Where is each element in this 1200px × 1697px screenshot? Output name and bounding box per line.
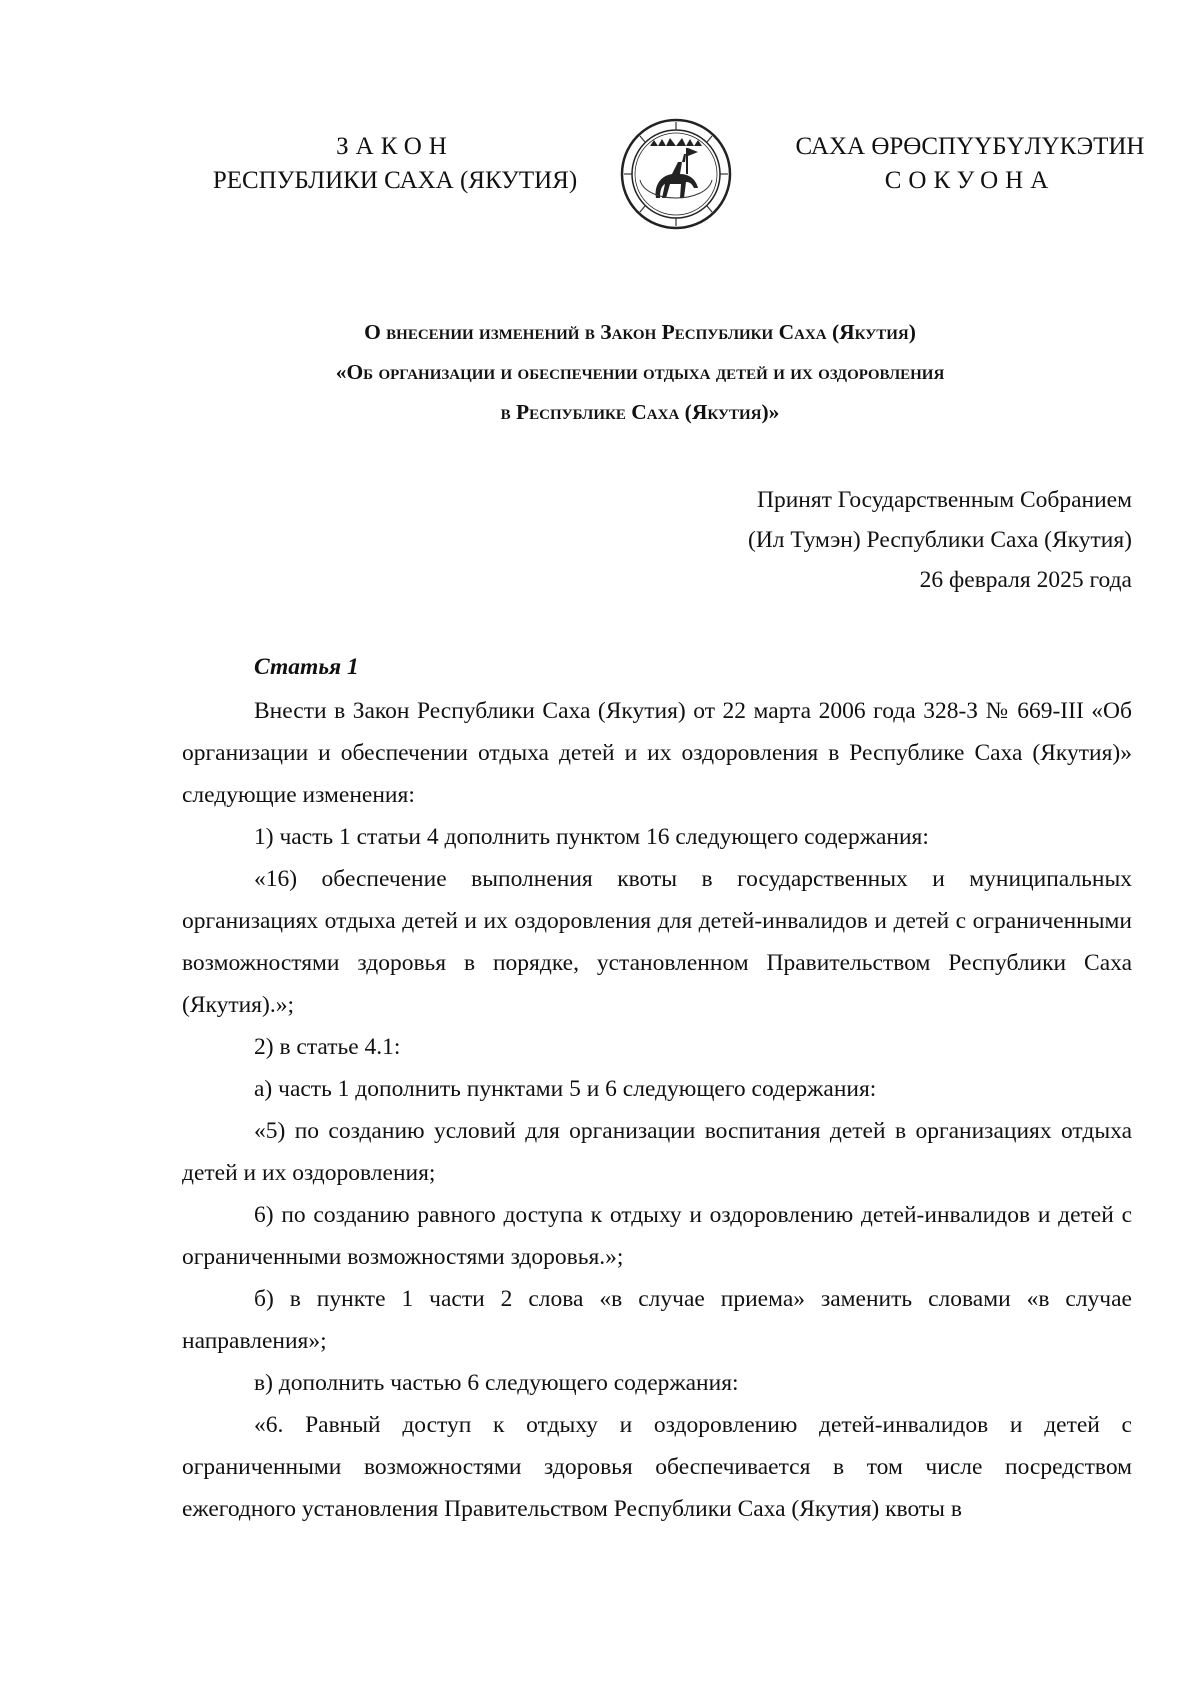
header-republic-label: РЕСПУБЛИКИ САХА (ЯКУТИЯ) [212, 167, 578, 194]
paragraph: а) часть 1 дополнить пунктами 5 и 6 следующего содержания: [254, 1076, 877, 1102]
paragraph: 2) в статье 4.1: [254, 1034, 401, 1060]
adoption-line-1: Принят Государственным Собранием [756, 487, 1132, 513]
title-line-1: О внесении изменений в Закон Республики Саха (Якутия) [364, 320, 916, 344]
paragraph: «5) по созданию условий для организации воспитания детей в организациях отдыха детей и их оздоровления; [182, 1118, 1132, 1186]
article-heading: Статья 1 [254, 654, 359, 680]
header-republic-label-sakha: САХА ӨРӨСПҮҮБҮЛҮКЭТИН [795, 133, 1145, 160]
title-line-3: в Республике Саха (Якутия)» [500, 400, 780, 424]
paragraph: 6) по созданию равного доступа к отдыху и оздоровлению детей-инвалидов и детей с ограниченными возможностями здоровья.»; [182, 1202, 1132, 1270]
paragraph: «6. Равный доступ к отдыху и оздоровлению детей-инвалидов и детей с ограниченными возможностями здоровья обеспечивается в том числе посредством ежегодного установления Правительством Республики Саха (Якутия) квоты в [182, 1412, 1132, 1522]
document-title [180, 312, 1100, 432]
paragraph: в) дополнить частью 6 следующего содержания: [254, 1370, 739, 1396]
header-left [200, 130, 590, 198]
header-law-label-sakha: СОКУОНА [884, 167, 1056, 194]
adoption-note [748, 480, 1132, 600]
header-law-label: ЗАКОН [336, 133, 454, 160]
adoption-line-2: (Ил Тумэн) Республики Саха (Якутия) [748, 527, 1132, 553]
paragraph: Внести в Закон Республики Саха (Якутия) от 22 марта 2006 года 328-З № 669-III «Об организации и обеспечении отдыха детей и их оздоровления в Республике Саха (Якутия)» следующие изменения: [182, 698, 1132, 808]
paragraph: б) в пункте 1 части 2 слова «в случае приема» заменить словами «в случае направления»; [182, 1286, 1132, 1354]
paragraph: 1) часть 1 статьи 4 дополнить пунктом 16 следующего содержания: [254, 824, 929, 850]
document-body [182, 646, 1132, 1530]
header-right [775, 130, 1165, 198]
paragraph: «16) обеспечение выполнения квоты в государственных и муниципальных организациях отдыха детей и их оздоровления для детей-инвалидов и детей с ограниченными возможностями здоровья в порядке, установленном Правительством Республики Саха (Якутия).»; [182, 866, 1132, 1018]
adoption-date: 26 февраля 2025 года [919, 567, 1132, 593]
coat-of-arms-emblem-icon [620, 118, 732, 230]
title-line-2: «Об организации и обеспечении отдыха детей и их оздоровления [335, 360, 945, 384]
